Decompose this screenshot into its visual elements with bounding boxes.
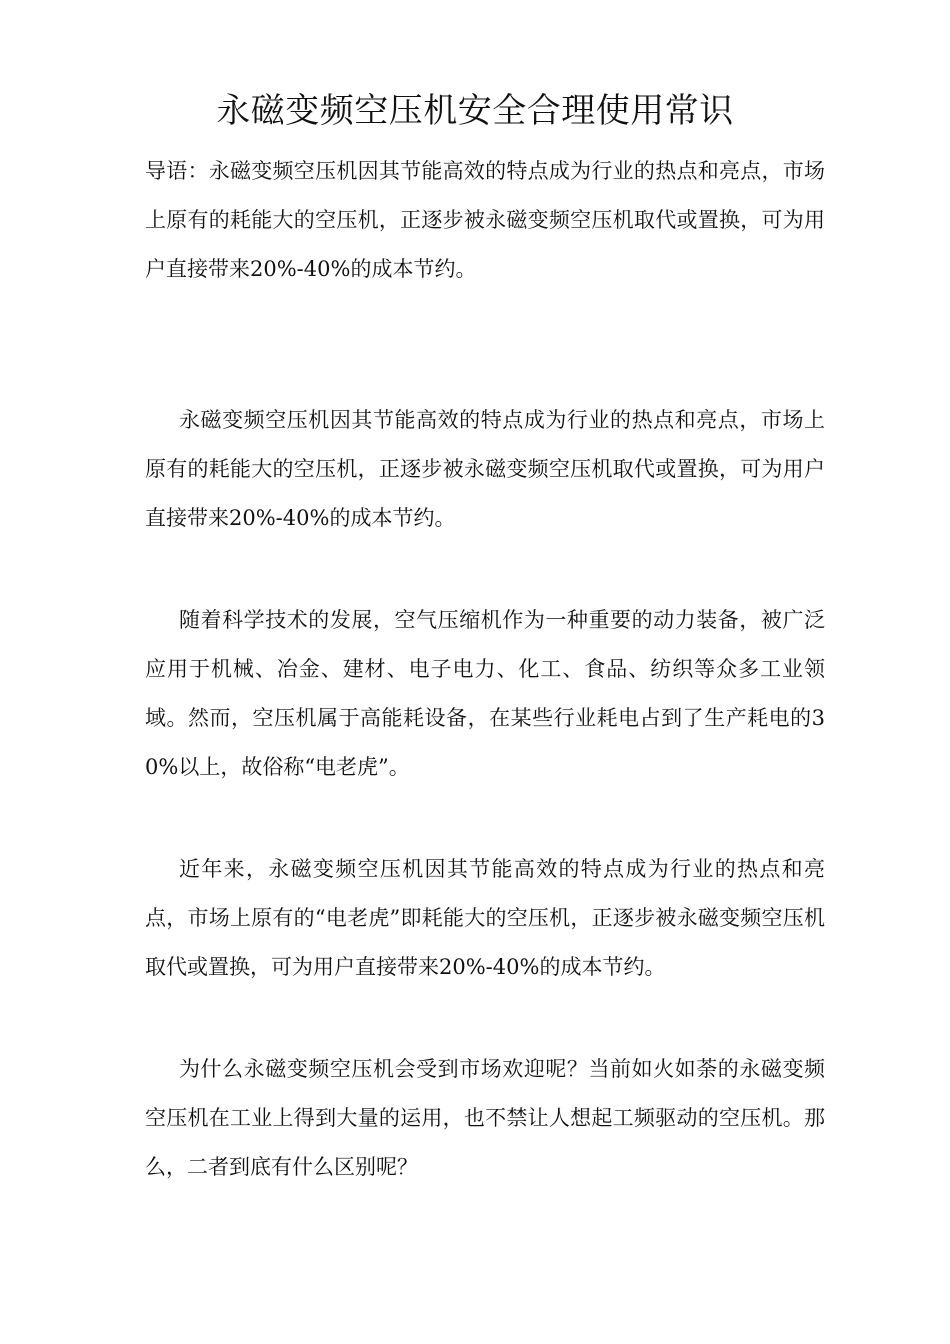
body-paragraph-3: 近年来，永磁变频空压机因其节能高效的特点成为行业的热点和亮点，市场上原有的“电老虎”即耗能大的空压机，正逐步被永磁变频空压机取代或置换，可为用户直接带来20%-40%的成本节约。	[145, 857, 825, 979]
body-paragraph-1: 永磁变频空压机因其节能高效的特点成为行业的热点和亮点，市场上原有的耗能大的空压机，正逐步被永磁变频空压机取代或置换，可为用户直接带来20%-40%的成本节约。	[145, 408, 825, 530]
body-paragraph-2: 随着科学技术的发展，空气压缩机作为一种重要的动力装备，被广泛应用于机械、冶金、建材、电子电力、化工、食品、纺织等众多工业领域。然而，空压机属于高能耗设备，在某些行业耗电占到了生产耗电的30%以上，故俗称“电老虎”。	[145, 608, 825, 779]
body-paragraph-4: 为什么永磁变频空压机会受到市场欢迎呢？当前如火如荼的永磁变频空压机在工业上得到大量的运用，也不禁让人想起工频驱动的空压机。那么，二者到底有什么区别呢？	[145, 1057, 825, 1179]
intro-paragraph: 导语：永磁变频空压机因其节能高效的特点成为行业的热点和亮点，市场上原有的耗能大的空压机，正逐步被永磁变频空压机取代或置换，可为用户直接带来20%-40%的成本节约。	[145, 159, 825, 281]
document-title: 永磁变频空压机安全合理使用常识	[216, 91, 734, 131]
